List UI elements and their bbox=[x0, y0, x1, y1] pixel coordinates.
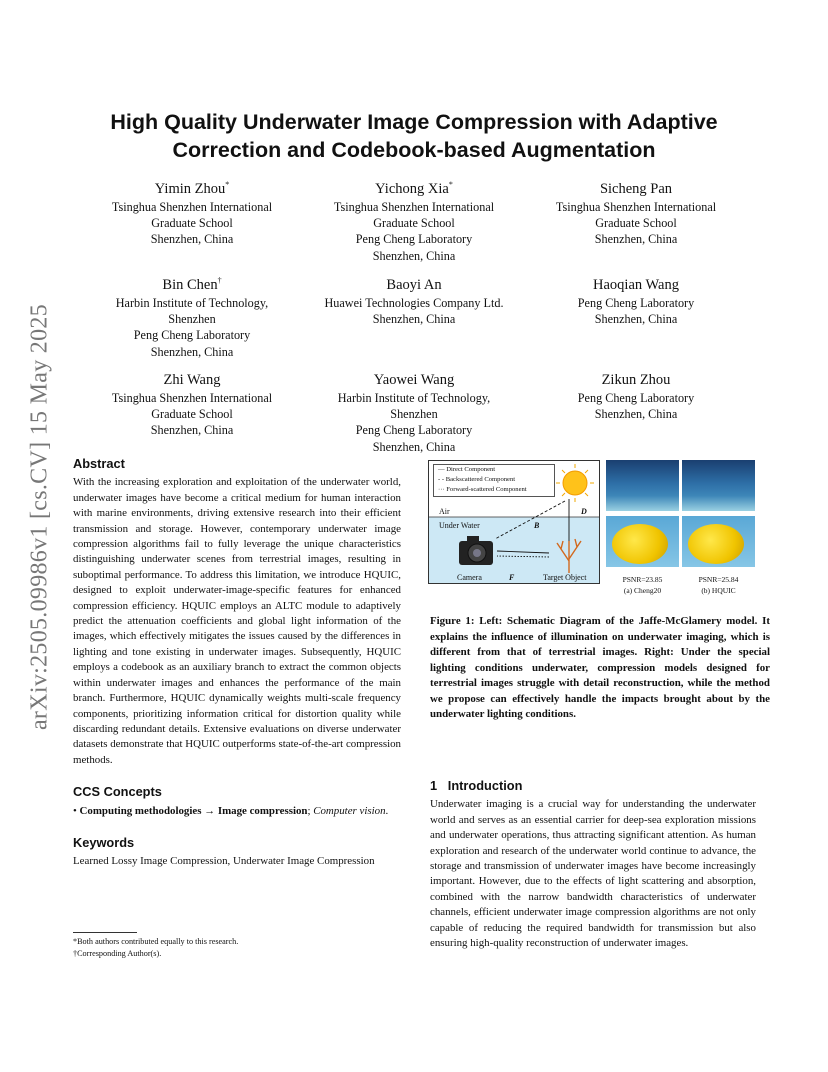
air-label: Air bbox=[439, 507, 450, 516]
ccs-text bbox=[73, 804, 401, 819]
author-block bbox=[72, 366, 312, 439]
author-name: Sicheng Pan bbox=[599, 180, 673, 197]
fish-photo-hquic bbox=[682, 516, 755, 567]
author-name: Haoqian Wang bbox=[593, 276, 679, 293]
label-backscatter: B bbox=[534, 521, 540, 530]
affiliation-line: Graduate School bbox=[373, 216, 455, 231]
arxiv-identifier: arXiv:2505.09986v1 [cs.CV] 15 May 2025 bbox=[26, 303, 53, 731]
section-title: Introduction bbox=[447, 778, 523, 793]
affiliation-line: Shenzhen, China bbox=[372, 312, 456, 327]
jaffe-mcglamery-diagram bbox=[428, 460, 600, 584]
psnr-right: PSNR=25.84 bbox=[698, 575, 739, 584]
arxiv-sidebar bbox=[18, 272, 62, 762]
affiliation-line: Shenzhen, China bbox=[150, 232, 234, 247]
left-column bbox=[73, 456, 401, 870]
intro-text: Underwater imaging is a crucial way for understanding the underwater world and serves as an essential carrier for deep-sea exploration missions and underwater operations, thus attracting significant attention. As human exploration and research of the underwater world continue to advance, the storage and transmission of underwater images have become increasingly important. However, due to the effects of light scattering and absorption, combined with the narrow bandwidth characteristics of underwater channels, efficient underwater image compression algorithms are not only capable of reducing the required bandwidth for transmission but also ensuring high-quality reconstruction of underwater images. bbox=[430, 798, 756, 950]
affiliation-line: Shenzhen bbox=[390, 407, 438, 422]
underwater-label: Under Water bbox=[439, 521, 480, 530]
paper-title bbox=[60, 108, 768, 164]
fish-icon bbox=[612, 524, 668, 564]
fish-icon bbox=[688, 524, 744, 564]
affiliation-line: Peng Cheng Laboratory bbox=[577, 390, 695, 405]
figure-1 bbox=[428, 460, 768, 602]
legend-entry: ··· Forward-scattered Component bbox=[438, 486, 527, 493]
target-label: Target Object bbox=[543, 573, 587, 582]
affiliation-line: Harbin Institute of Technology, bbox=[337, 390, 491, 405]
affiliation-line: Shenzhen, China bbox=[372, 439, 456, 454]
ccs-heading: CCS Concepts bbox=[73, 784, 162, 800]
coral-icon bbox=[557, 539, 581, 573]
sub-caption-left: (a) Cheng20 bbox=[623, 586, 662, 595]
sea-photo-hquic bbox=[682, 460, 755, 511]
affiliation-line: Shenzhen, China bbox=[594, 407, 678, 422]
footnote-equal-contribution: *Both authors contributed equally to this research. bbox=[73, 937, 239, 946]
sea-photo-cheng20 bbox=[606, 460, 679, 511]
footnote-rule bbox=[73, 932, 137, 933]
legend-label: Forward-scattered Component bbox=[446, 486, 527, 493]
author-block bbox=[516, 366, 756, 422]
keywords-heading: Keywords bbox=[73, 834, 135, 850]
camera-label: Camera bbox=[457, 573, 482, 582]
author-name: Zikun Zhou bbox=[601, 371, 671, 388]
author-name: Yaowei Wang bbox=[373, 371, 455, 388]
fish-photo-cheng20 bbox=[606, 516, 679, 567]
abstract-text: With the increasing exploration and exploitation of the underwater world, underwater images have become a critical medium for human interaction with marine environments, driving extensive research into their efficient transmission and storage. However, contemporary underwater image compression algorithms fail to fully leverage the unique characteristics distinguishing underwater scenes from terrestrial images, resulting in suboptimal performance. To address this limitation, we introduce HQUIC, designed to exploit underwater-image-specific features for enhanced compression efficiency. HQUIC employs an ALTC module to adaptively predict the attenuation coefficients and global light information of the images, which effectively mitigates the issues caused by the differences in lighting and tone existing in underwater images. Subsequently, HQUIC employs a codebook as an auxiliary branch to extract the common objects within underwater images and enhances the performance of the main branch. Furthermore, HQUIC dynamically weights multi-scale frequency components, prioritizing information critical for distortion quality while discarding redundant details. Extensive evaluations on diverse underwater datasets demonstrate that HQUIC outperforms state-of-the-art compression methods. bbox=[73, 476, 401, 766]
affiliation-line: Peng Cheng Laboratory bbox=[355, 232, 473, 247]
section-number: 1 bbox=[430, 778, 438, 793]
affiliation-line: Peng Cheng Laboratory bbox=[133, 328, 251, 343]
author-name: Yichong Xia bbox=[375, 180, 449, 197]
legend-label: Backscattered Component bbox=[445, 476, 516, 483]
affiliation-line: Tsinghua Shenzhen International bbox=[111, 199, 273, 214]
footnote-corresponding: †Corresponding Author(s). bbox=[73, 949, 162, 958]
legend-entry: — Direct Component bbox=[438, 466, 496, 473]
ccs-arrow: → bbox=[201, 804, 218, 817]
affiliation-line: Tsinghua Shenzhen International bbox=[555, 199, 717, 214]
author-block bbox=[516, 175, 756, 248]
affiliation-line: Graduate School bbox=[151, 216, 233, 231]
abstract-heading: Abstract bbox=[73, 456, 125, 471]
figure-caption: Figure 1: Left: Schematic Diagram of the Jaffe-McGlamery model. It explains the influence of illumination on underwater imaging, which is different from that of terrestrial images. Right: Under the special lighting conditions underwater, compression models designed for terrestrial images struggle with detail reconstruction, while the method we propose can effectively handle the impacts brought about by the underwater lighting conditions. bbox=[430, 615, 770, 720]
sub-caption-right: (b) HQUIC bbox=[701, 586, 736, 595]
title-line-2: Correction and Codebook-based Augmentation bbox=[172, 138, 656, 162]
author-block bbox=[294, 175, 534, 264]
diagram-legend bbox=[433, 464, 555, 497]
ccs-bullet: • bbox=[73, 804, 80, 817]
intro-heading bbox=[430, 778, 756, 793]
affiliation-line: Shenzhen, China bbox=[150, 423, 234, 438]
author-block bbox=[72, 271, 312, 360]
author-block bbox=[72, 175, 312, 248]
title-line-1: High Quality Underwater Image Compression with Adaptive bbox=[110, 110, 718, 134]
label-direct: D bbox=[581, 507, 587, 516]
forward-scatter-ray bbox=[497, 556, 549, 557]
label-forward: F bbox=[509, 573, 515, 582]
affiliation-line: Tsinghua Shenzhen International bbox=[333, 199, 495, 214]
author-name: Baoyi An bbox=[386, 276, 442, 293]
affiliation-line: Shenzhen, China bbox=[594, 312, 678, 327]
psnr-left: PSNR=23.85 bbox=[622, 575, 663, 584]
legend-label: Direct Component bbox=[446, 466, 496, 473]
author-block bbox=[516, 271, 756, 327]
ccs-category: Computing methodologies bbox=[79, 804, 202, 817]
affiliation-line: Shenzhen, China bbox=[150, 344, 234, 359]
affiliation-line: Shenzhen, China bbox=[372, 248, 456, 263]
ccs-italic-concept: Computer vision bbox=[313, 804, 386, 817]
affiliation-line: Shenzhen, China bbox=[594, 232, 678, 247]
affiliation-line: Peng Cheng Laboratory bbox=[355, 423, 473, 438]
affiliation-line: Graduate School bbox=[151, 407, 233, 422]
author-name: Zhi Wang bbox=[163, 371, 221, 388]
affiliation-line: Graduate School bbox=[595, 216, 677, 231]
author-block bbox=[294, 271, 534, 327]
author-mark: * bbox=[448, 180, 453, 189]
ccs-separator: ; bbox=[307, 804, 314, 817]
direct-reflect-ray bbox=[497, 551, 549, 553]
affiliation-line: Huawei Technologies Company Ltd. bbox=[324, 295, 504, 310]
sun-icon bbox=[563, 471, 587, 495]
right-column bbox=[430, 778, 756, 951]
legend-entry: - - Backscattered Component bbox=[438, 476, 516, 483]
author-mark: † bbox=[217, 276, 222, 285]
author-name: Yimin Zhou bbox=[154, 180, 226, 197]
affiliation-line: Peng Cheng Laboratory bbox=[577, 295, 695, 310]
affiliation-line: Shenzhen bbox=[168, 312, 216, 327]
ccs-end: . bbox=[385, 804, 389, 817]
author-block bbox=[294, 366, 534, 455]
author-name: Bin Chen bbox=[162, 276, 218, 293]
ccs-concept: Image compression bbox=[217, 804, 308, 817]
camera-top-icon bbox=[467, 536, 479, 542]
camera-lens-inner-icon bbox=[473, 549, 481, 557]
affiliation-line: Harbin Institute of Technology, bbox=[115, 295, 269, 310]
affiliation-line: Tsinghua Shenzhen International bbox=[111, 390, 273, 405]
keywords-text: Learned Lossy Image Compression, Underwater Image Compression bbox=[73, 855, 375, 868]
author-mark: * bbox=[225, 180, 230, 189]
